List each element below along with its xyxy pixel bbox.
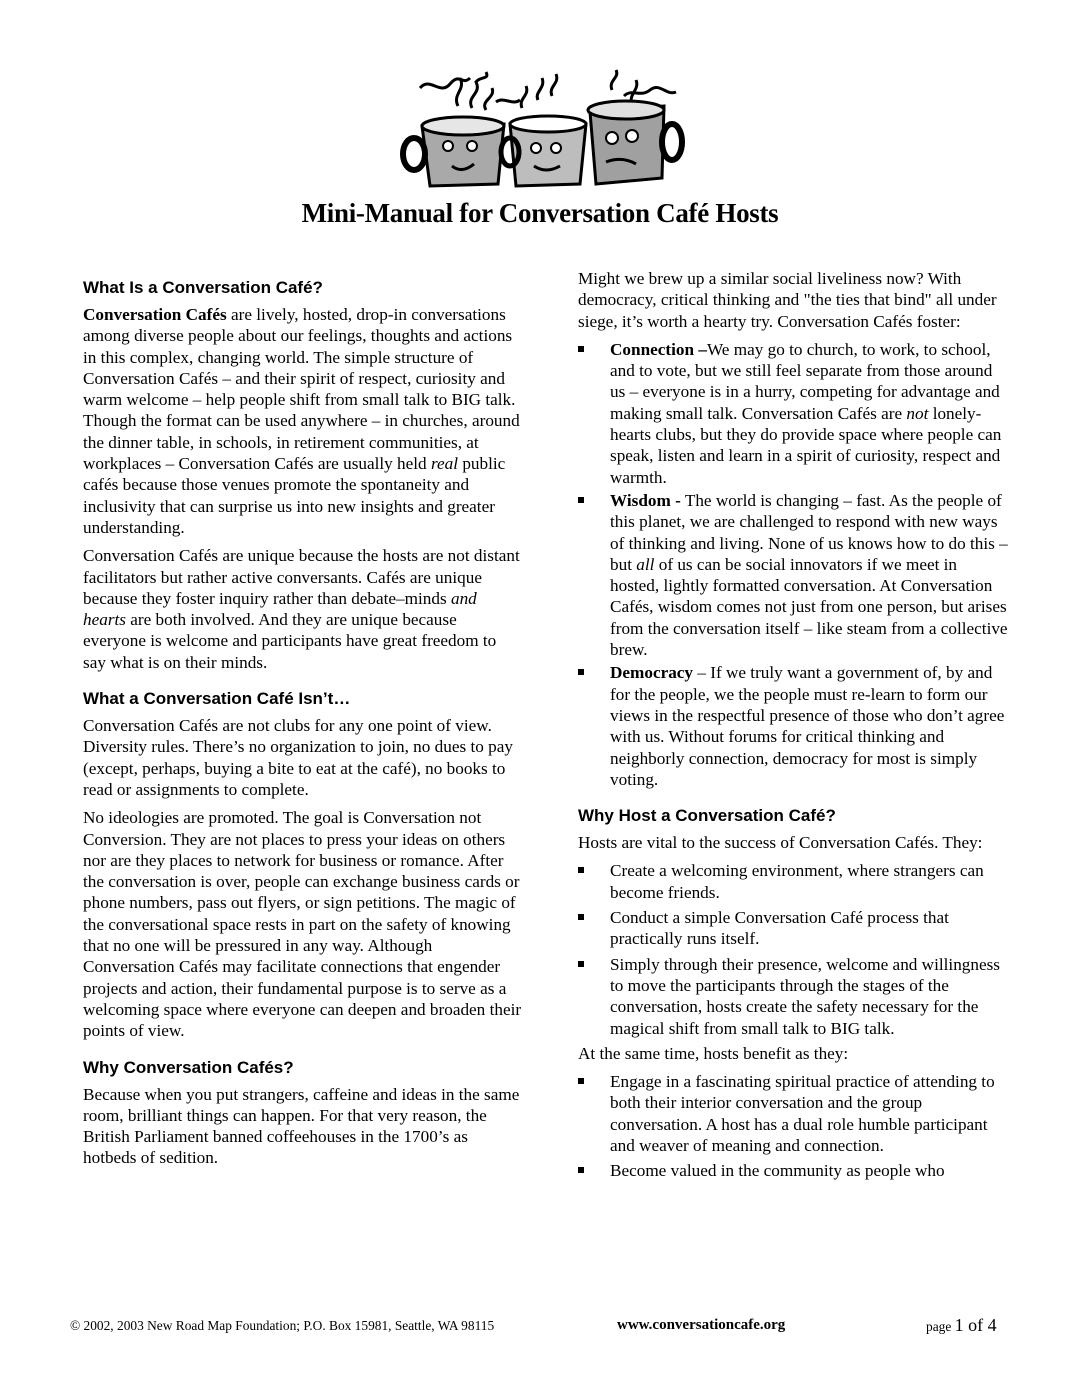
list-item	[578, 860, 1008, 903]
text-run: Engage in a fascinating spiritual practice of attending to both their interior conversation and the group conversation. A host has a dual role humble participant and weaver of meaning and connection.	[610, 1072, 995, 1155]
bullet-icon	[578, 1078, 584, 1084]
foster-list	[578, 339, 1008, 790]
benefits-list	[578, 1071, 1008, 1181]
list-item	[578, 954, 1008, 1039]
bold-term: Connection –	[610, 339, 707, 359]
paragraph-what-isnt-2: No ideologies are promoted. The goal is Conversation not Conversion. They are not places to press your ideas on others nor are they places to network for business or romance. After the conversation is over, people can exchange business cards or phone numbers, pass out flyers, or sign petitions. The magic of the conversational space rests in part on the safety of knowing that no one will be pressured in any way. Although Conversation Cafés may facilitate connections that engender projects and action, their fundamental purpose is to serve as a welcoming space where everyone can deepen and broaden their points of view.	[83, 808, 522, 1041]
heading-why-cafes: Why Conversation Cafés?	[83, 1057, 294, 1077]
text-run: public cafés because those venues promote the spontaneity and inclusivity that can surprise us into new insights and greater understanding.	[83, 454, 506, 537]
bullet-icon	[578, 914, 584, 920]
text-run: Become valued in the community as people who	[610, 1161, 945, 1181]
right-column	[578, 268, 1008, 1186]
bullet-icon	[578, 867, 584, 873]
paragraph-what-is-2	[83, 545, 523, 673]
text-run: Create a welcoming environment, where strangers can become friends.	[610, 861, 984, 902]
footer-page-number	[926, 1315, 997, 1336]
footer-website-link[interactable]: www.conversationcafe.org	[617, 1317, 786, 1333]
text-run: are lively, hosted, drop-in conversations among diverse people about our feelings, thoughts and actions in this complex, changing world. The simple structure of Conversation Cafés – and their spirit of respect, curiosity and warm welcome – help people shift from small talk to BIG talk. Though the format can be used anywhere – in churches, around the dinner table, in schools, in retirement communities, at workplaces – Conversation Cafés are usually held	[83, 305, 520, 474]
italic-term: and hearts	[83, 588, 477, 630]
page-label: page	[926, 1319, 952, 1334]
left-column	[83, 268, 523, 1176]
text-run: Conduct a simple Conversation Café process that practically runs itself.	[610, 908, 949, 949]
page-count: 1 of 4	[954, 1315, 997, 1335]
paragraph-hosts-vital: Hosts are vital to the success of Conversation Cafés. They:	[578, 833, 983, 853]
list-item	[578, 662, 1008, 790]
italic-term: all	[636, 554, 655, 574]
hosts-list	[578, 860, 1008, 1038]
bold-term: Wisdom -	[610, 490, 681, 510]
text-run: The world is changing – fast. As the people of this planet, we are challenged to respond with new ways of thinking and living. None of us knows how to do this – but	[610, 490, 1008, 574]
paragraph-what-is-1	[83, 304, 523, 538]
text-run: Conversation Cafés are unique because the hosts are not distant facilitators but rather active conversants. Cafés are unique because they foster inquiry rather than debate–minds	[83, 546, 520, 608]
paragraph-brew-up: Might we brew up a similar social liveliness now? With democracy, critical thinking and "the ties that bind" all under siege, it’s worth a hearty try. Conversation Cafés foster:	[578, 269, 997, 331]
list-item	[578, 339, 1008, 488]
text-run: of us can be social innovators if we meet in hosted, lightly formatted conversation. At Conversation Cafés, wisdom comes not just from one person, but arises from the conversation itself – like steam from a collective brew.	[610, 554, 1008, 660]
paragraph-what-isnt-1: Conversation Cafés are not clubs for any one point of view. Diversity rules. There’s no organization to join, no dues to pay (except, perhaps, buying a bite to eat at the café), no books to read or assignments to complete.	[83, 716, 513, 799]
bold-term: Conversation Cafés	[83, 305, 227, 324]
list-item	[578, 907, 1008, 950]
italic-term: not	[906, 403, 929, 423]
paragraph-hosts-benefit: At the same time, hosts benefit as they:	[578, 1043, 849, 1063]
bullet-icon	[578, 346, 584, 352]
bold-term: Democracy	[610, 663, 694, 683]
text-run: Simply through their presence, welcome and willingness to move the participants through the stages of the conversation, hosts create the safety necessary for the magical shift from small talk to BIG talk.	[610, 954, 1000, 1038]
text-run: We may go to church, to work, to school, and to vote, but we still feel separate from those around us – everyone is in a hurry, competing for advantage and making small talk. Conversation Cafés are	[610, 339, 1000, 423]
italic-term: real	[430, 454, 459, 474]
paragraph-why-cafes: Because when you put strangers, caffeine and ideas in the same room, brilliant things can happen. For that very reason, the British Parliament banned coffeehouses in the 1700’s as hotbeds of sedition.	[83, 1084, 520, 1168]
document-title: Mini-Manual for Conversation Café Hosts	[301, 198, 779, 228]
bullet-icon	[578, 669, 584, 675]
list-item	[578, 1071, 1008, 1156]
heading-what-is: What Is a Conversation Café?	[83, 278, 323, 297]
text-run: – If we truly want a government of, by and for the people, we the people must re-learn to form our views in the respectful presence of those who don’t agree with us. Without forums for critical thinking and neighborly connection, democracy for most is simply voting.	[610, 663, 1005, 789]
page-footer	[0, 1312, 1080, 1336]
footer-copyright: © 2002, 2003 New Road Map Foundation; P.O. Box 15981, Seattle, WA 98115	[70, 1318, 495, 1333]
bullet-icon	[578, 1167, 584, 1173]
text-run: are both involved. And they are unique because everyone is welcome and participants have great freedom to say what is on their minds.	[83, 610, 497, 672]
list-item	[578, 490, 1008, 660]
bullet-icon	[578, 961, 584, 967]
list-item	[578, 1160, 1008, 1181]
text-run: lonely-hearts clubs, but they do provide space where people can speak, listen and learn in a spirit of curiosity, respect and warmth.	[610, 403, 1002, 487]
heading-why-host: Why Host a Conversation Café?	[578, 806, 836, 826]
bullet-icon	[578, 497, 584, 503]
heading-what-isnt: What a Conversation Café Isn’t…	[83, 689, 351, 709]
coffee-cups-logo-icon	[400, 66, 690, 196]
